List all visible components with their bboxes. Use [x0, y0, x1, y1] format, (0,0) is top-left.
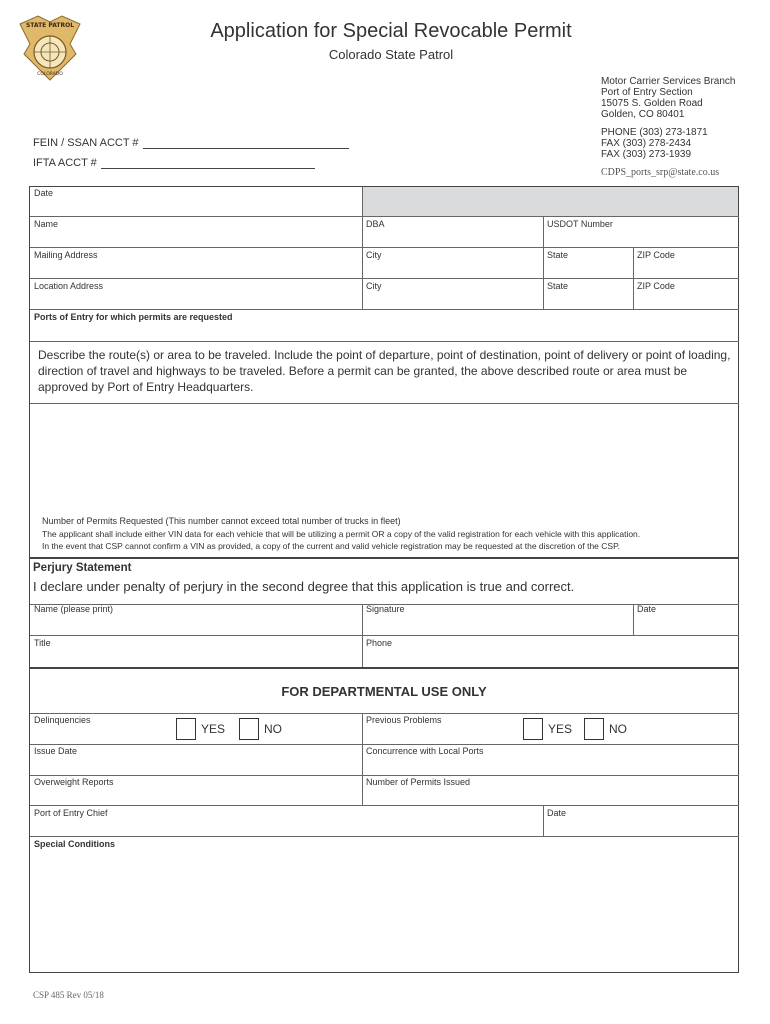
phone-field[interactable]: Phone	[366, 638, 393, 648]
delinquencies-no-label: NO	[264, 722, 282, 736]
dba-field[interactable]: DBA	[366, 219, 385, 229]
fein-label: FEIN / SSAN ACCT #	[33, 137, 139, 149]
logo-top-text: STATE PATROL	[25, 22, 75, 29]
delinquencies-no-checkbox[interactable]	[239, 718, 259, 740]
address-line: Motor Carrier Services Branch	[601, 76, 736, 87]
previous-problems-yes-checkbox[interactable]	[523, 718, 543, 740]
mailing-state-field[interactable]: State	[547, 250, 569, 260]
perjury-statement: I declare under penalty of perjury in the second degree that this application is true and correct.	[33, 579, 575, 594]
name-field[interactable]: Name	[34, 219, 59, 229]
contact-email: CDPS_ports_srp@state.co.us	[601, 167, 720, 178]
fein-input-line[interactable]	[143, 138, 349, 149]
concurrence-field[interactable]: Concurrence with Local Ports	[366, 746, 484, 756]
perjury-heading: Perjury Statement	[33, 562, 132, 574]
address-line: Port of Entry Section	[601, 87, 693, 98]
previous-problems-yes-label: YES	[548, 722, 573, 736]
perjury-date-field[interactable]: Date	[637, 604, 657, 614]
previous-problems-no-checkbox[interactable]	[584, 718, 604, 740]
location-address-field[interactable]: Location Address	[34, 281, 104, 291]
previous-problems-label: Previous Problems	[366, 715, 442, 725]
overweight-reports-field[interactable]: Overweight Reports	[34, 777, 114, 787]
form-number: CSP 485 Rev 05/18	[33, 990, 104, 1000]
permits-issued-field[interactable]: Number of Permits Issued	[366, 777, 471, 787]
route-instructions: Describe the route(s) or area to be traveled. Include the point of departure, point of destination, point of delivery or point of loading, direction of travel and highways to be traveled. Before a permit can be granted, the above described route or area must be approved by Port of Entry Headquarters.	[38, 348, 731, 394]
location-zip-field[interactable]: ZIP Code	[637, 281, 675, 291]
ifta-label: IFTA ACCT #	[33, 157, 97, 169]
previous-problems-no-label: NO	[609, 722, 627, 736]
vin-note: The applicant shall include either VIN data for each vehicle that will be utilizing a permit OR a copy of the valid registration for each vehicle with this application.	[42, 529, 641, 539]
signature-field[interactable]: Signature	[366, 604, 405, 614]
mailing-address-field[interactable]: Mailing Address	[34, 250, 98, 260]
departmental-heading: FOR DEPARTMENTAL USE ONLY	[281, 684, 487, 699]
fax-line: FAX (303) 278-2434	[601, 138, 692, 149]
mailing-city-field[interactable]: City	[366, 250, 382, 260]
name-print-field[interactable]: Name (please print)	[34, 604, 114, 614]
poe-chief-date-field[interactable]: Date	[547, 808, 567, 818]
ifta-input-line[interactable]	[101, 158, 315, 169]
shaded-office-area	[362, 187, 738, 216]
fax-line: FAX (303) 273-1939	[601, 149, 692, 160]
title-field[interactable]: Title	[34, 638, 51, 648]
poe-chief-field[interactable]: Port of Entry Chief	[34, 808, 108, 818]
mailing-zip-field[interactable]: ZIP Code	[637, 250, 675, 260]
usdot-field[interactable]: USDOT Number	[547, 219, 613, 229]
delinquencies-label: Delinquencies	[34, 715, 91, 725]
ifta-row	[33, 157, 315, 169]
address-line: Golden, CO 80401	[601, 109, 685, 120]
special-conditions-field[interactable]: Special Conditions	[34, 839, 116, 849]
ports-of-entry-field[interactable]: Ports of Entry for which permits are requested	[34, 312, 233, 322]
location-city-field[interactable]: City	[366, 281, 382, 291]
permits-requested-note[interactable]: Number of Permits Requested (This number cannot exceed total number of trucks in fleet)	[42, 516, 401, 526]
fein-row	[33, 137, 349, 149]
phone-line: PHONE (303) 273-1871	[601, 127, 708, 138]
route-description-area[interactable]	[31, 405, 738, 515]
date-field[interactable]: Date	[34, 188, 54, 198]
vin-note: In the event that CSP cannot confirm a VIN as provided, a copy of the current and valid vehicle registration may be requested at the discretion of the CSP.	[42, 541, 621, 551]
form-title: Application for Special Revocable Permit	[210, 20, 572, 42]
delinquencies-yes-checkbox[interactable]	[176, 718, 196, 740]
form-subtitle: Colorado State Patrol	[328, 47, 454, 62]
address-line: 15075 S. Golden Road	[601, 98, 703, 109]
logo-bottom-text: COLORADO	[37, 72, 63, 77]
location-state-field[interactable]: State	[547, 281, 569, 291]
issue-date-field[interactable]: Issue Date	[34, 746, 78, 756]
delinquencies-yes-label: YES	[201, 722, 226, 736]
